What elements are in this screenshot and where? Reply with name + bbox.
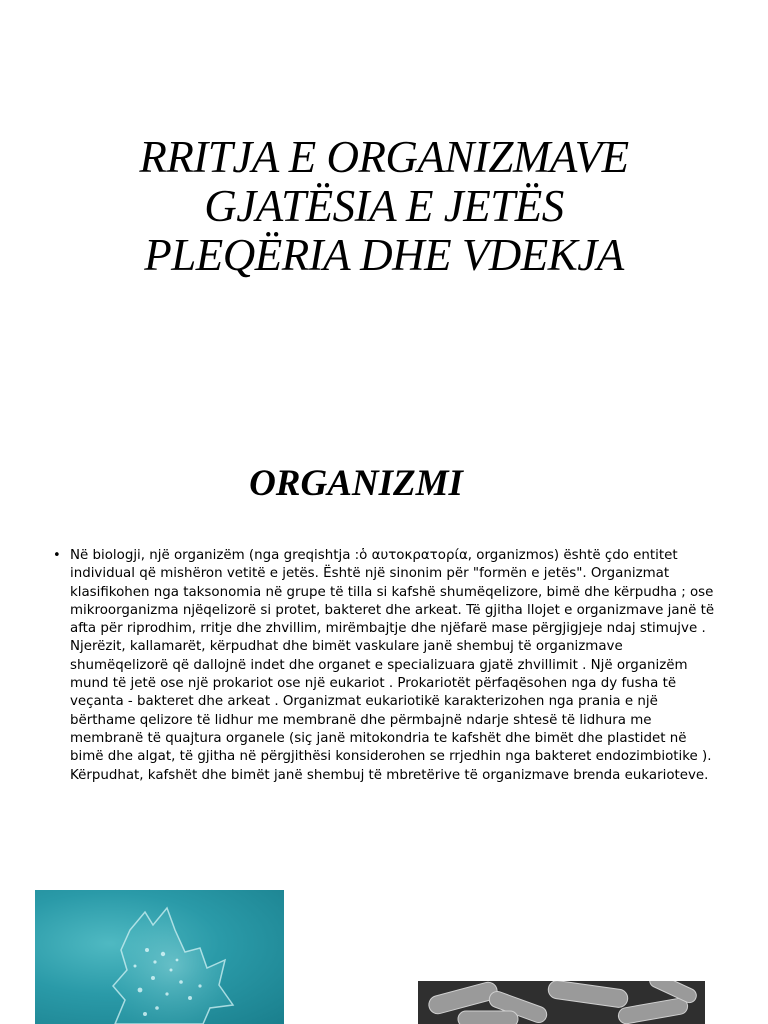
bacteria-illustration bbox=[418, 981, 705, 1024]
slide-title bbox=[0, 133, 768, 280]
bullet-icon: • bbox=[53, 548, 61, 563]
bullet-paragraph bbox=[53, 547, 721, 785]
amoeba-illustration bbox=[35, 890, 284, 1024]
title-line-1: RRITJA E ORGANIZMAVE bbox=[139, 132, 629, 182]
bacteria-image bbox=[418, 981, 705, 1024]
amoeba-image bbox=[35, 890, 284, 1024]
title-line-3: PLEQËRIA DHE VDEKJA bbox=[144, 230, 624, 280]
bullet-text: Në biologji, një organizëm (nga greqishtja :ὁ αυτοκρατορία, organizmos) është çdo entitet individual që mishëron vetitë e jetës. Është një sinonim për "formën e jetës". Organizmat klasifikohen nga taksonomia në grupe të tilla si kafshë shumëqelizore, bimë dhe kërpudha ; ose mikroorganizma njëqelizorë si protet, bakteret dhe arkeat. Të gjitha llojet e organizmave janë të afta për riprodhim, rritje dhe zhvillim, mirëmbajtje dhe njëfarë mase përgjigjeje ndaj stimujve . Njerëzit, kallamarët, kërpudhat dhe bimët vaskulare janë shembuj të organizmave shumëqelizorë që dallojnë indet dhe organet e specializuara gjatë zhvillimit . Një organizëm mund të jetë ose një prokariot ose një eukariot . Prokariotët përfaqësohen nga dy fusha të veçanta - bakteret dhe arkeat . Organizmat eukariotikë karakterizohen nga prania e një bërthame qelizore të lidhur me membranë dhe përmbajnë ndarje shtesë të lidhura me membranë të quajtura organele (siç janë mitokondria te kafshët dhe bimët dhe plastidet në bimë dhe algat, të gjitha në përgjithësi konsiderohen se rrjedhin nga bakteret endozimbiotike ). Kërpudhat, kafshët dhe bimët janë shembuj të mbretërive të organizmave brenda eukarioteve. bbox=[70, 548, 715, 783]
title-line-2: GJATËSIA E JETËS bbox=[204, 181, 564, 231]
section-heading: ORGANIZMI bbox=[249, 463, 463, 504]
